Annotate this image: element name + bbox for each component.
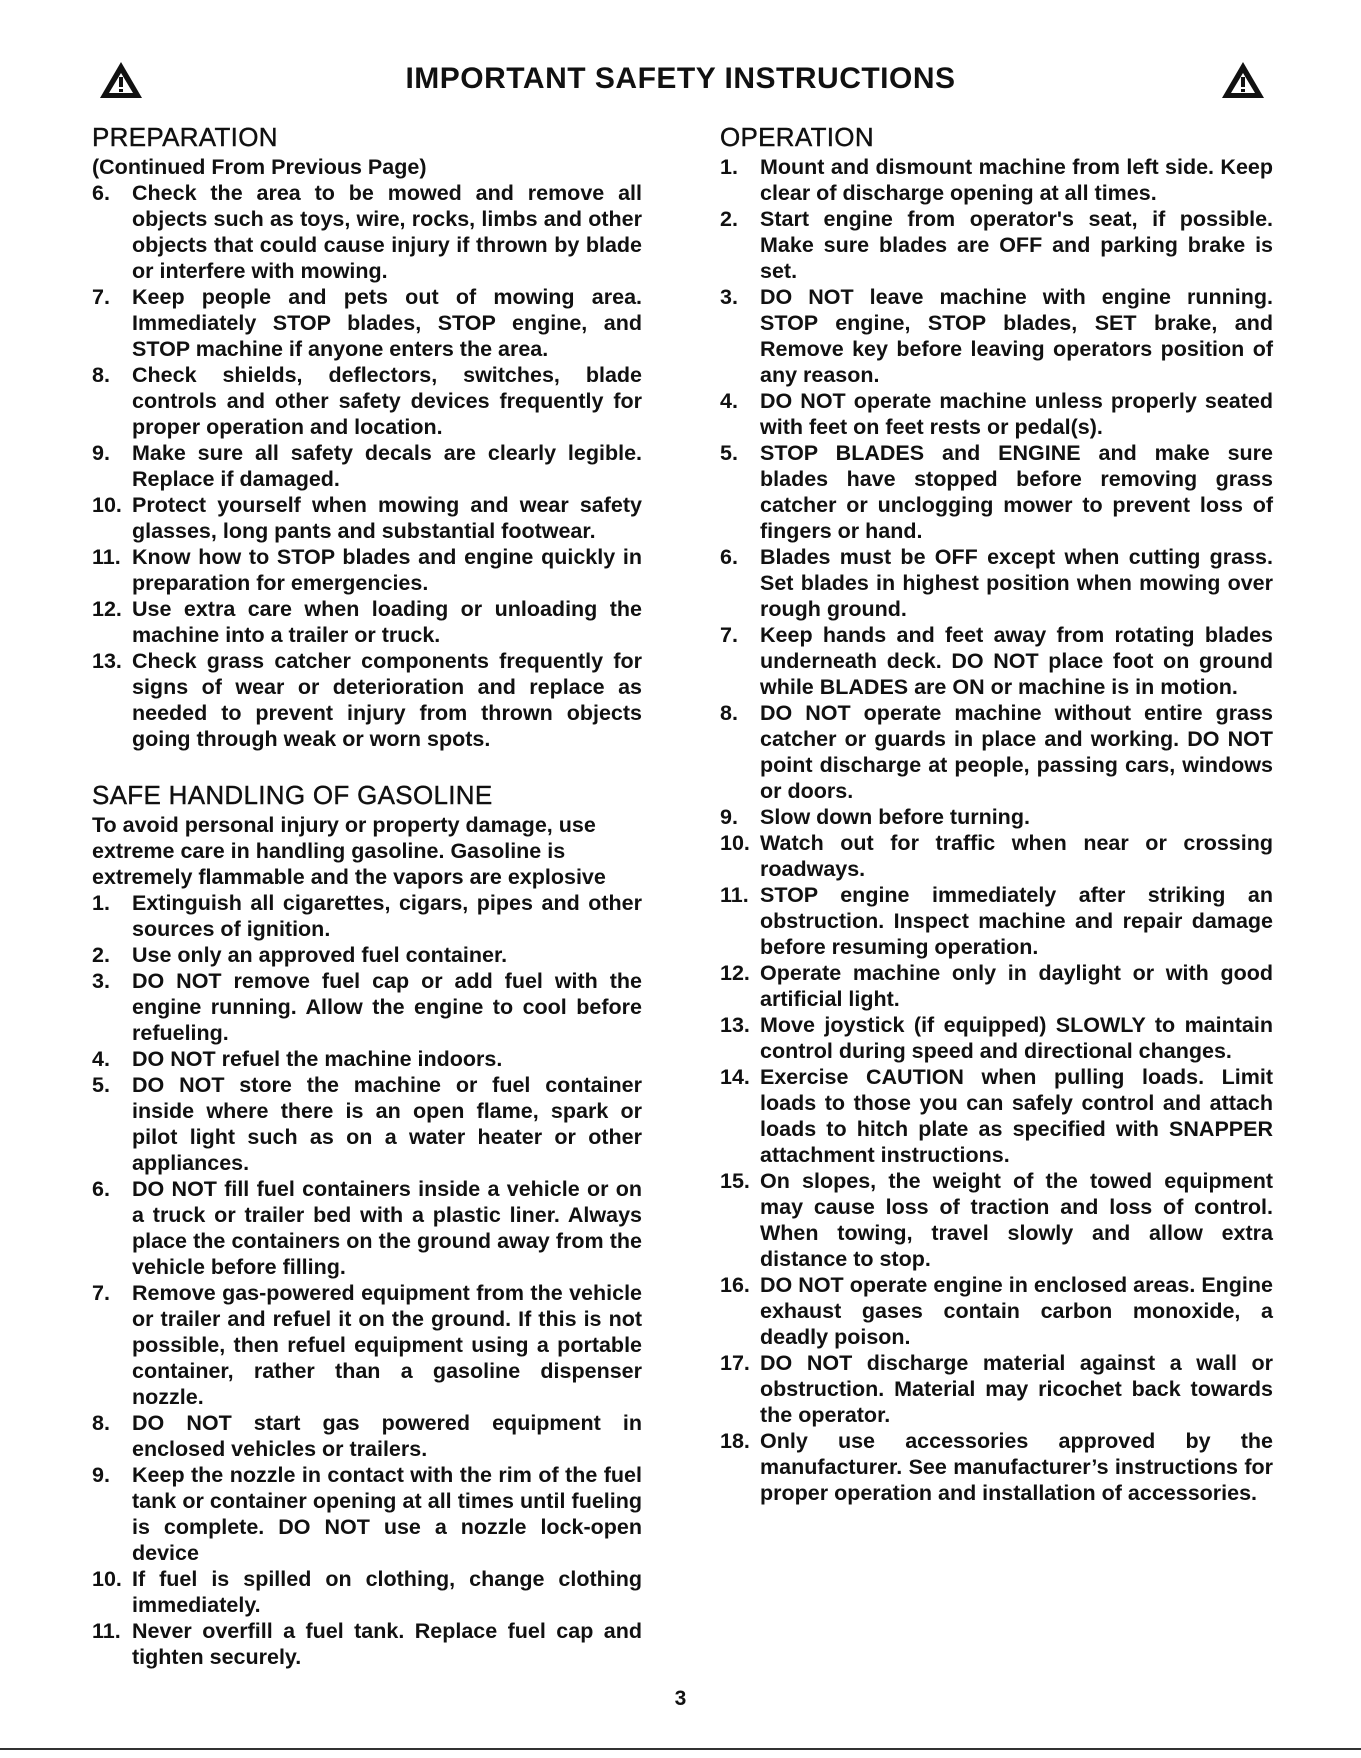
item-number: 16.	[720, 1273, 750, 1297]
item-text: DO NOT refuel the machine indoors.	[132, 1047, 503, 1071]
list-item	[92, 1410, 642, 1462]
item-number: 7.	[92, 285, 110, 309]
item-number: 13.	[92, 649, 122, 673]
preparation-list	[92, 180, 642, 752]
item-number: 6.	[92, 181, 110, 205]
item-number: 5.	[720, 441, 738, 465]
item-text: DO NOT leave machine with engine running. STOP engine, STOP blades, SET brake, and Remove key before leaving operators position of any reason.	[760, 285, 1273, 387]
list-item	[720, 700, 1273, 804]
item-number: 9.	[92, 1463, 110, 1487]
item-number: 8.	[92, 363, 110, 387]
list-item	[720, 804, 1273, 830]
list-item	[720, 622, 1273, 700]
item-text: DO NOT operate machine without entire grass catcher or guards in place and working. DO NOT point discharge at people, passing cars, windows or doors.	[760, 701, 1273, 803]
item-text: DO NOT remove fuel cap or add fuel with the engine running. Allow the engine to cool before refueling.	[132, 969, 642, 1045]
list-item	[720, 1428, 1273, 1506]
item-text: Extinguish all cigarettes, cigars, pipes and other sources of ignition.	[132, 891, 642, 941]
operation-list	[720, 154, 1273, 1506]
page-header	[0, 56, 1361, 104]
section-title-preparation: PREPARATION	[92, 122, 278, 152]
item-number: 9.	[720, 805, 738, 829]
list-item	[92, 1566, 642, 1618]
item-text: Check the area to be mowed and remove all objects such as toys, wire, rocks, limbs and other objects that could cause injury if thrown by blade or interfere with mowing.	[132, 181, 642, 283]
item-text: Keep the nozzle in contact with the rim of the fuel tank or container opening at all times until fueling is complete. DO NOT use a nozzle lock-open device	[132, 1463, 642, 1565]
item-text: Check grass catcher components frequently for signs of wear or deterioration and replace as needed to prevent injury from thrown objects going through weak or worn spots.	[132, 649, 642, 751]
item-number: 10.	[720, 831, 750, 855]
item-text: Use extra care when loading or unloading the machine into a trailer or truck.	[132, 597, 642, 647]
list-item	[92, 596, 642, 648]
item-number: 2.	[92, 943, 110, 967]
item-text: Only use accessories approved by the manufacturer. See manufacturer’s instructions for proper operation and installation of accessories.	[760, 1429, 1273, 1505]
list-item	[92, 1618, 642, 1670]
item-text: Protect yourself when mowing and wear safety glasses, long pants and substantial footwear.	[132, 493, 642, 543]
item-number: 4.	[92, 1047, 110, 1071]
item-text: Operate machine only in daylight or with good artificial light.	[760, 961, 1273, 1011]
page-number: 3	[674, 1687, 687, 1710]
item-number: 12.	[92, 597, 122, 621]
list-item	[720, 206, 1273, 284]
item-number: 6.	[92, 1177, 110, 1201]
item-text: Keep hands and feet away from rotating blades underneath deck. DO NOT place foot on ground while BLADES are ON or machine is in motion.	[760, 623, 1273, 699]
item-text: Slow down before turning.	[760, 805, 1030, 829]
list-item	[720, 1272, 1273, 1350]
item-text: Watch out for traffic when near or crossing roadways.	[760, 831, 1273, 881]
list-item	[92, 544, 642, 596]
item-text: DO NOT operate machine unless properly seated with feet on feet rests or pedal(s).	[760, 389, 1273, 439]
item-number: 5.	[92, 1073, 110, 1097]
item-text: Move joystick (if equipped) SLOWLY to maintain control during speed and directional changes.	[760, 1013, 1273, 1063]
item-text: Remove gas-powered equipment from the vehicle or trailer and refuel it on the ground. If this is not possible, then refuel equipment using a portable container, rather than a gasoline dispenser nozzle.	[132, 1281, 642, 1409]
item-number: 11.	[92, 545, 121, 569]
item-number: 12.	[720, 961, 750, 985]
item-number: 4.	[720, 389, 738, 413]
item-text: STOP BLADES and ENGINE and make sure blades have stopped before removing grass catcher or unclogging mower to prevent loss of fingers or hand.	[760, 441, 1273, 543]
item-text: DO NOT discharge material against a wall or obstruction. Material may ricochet back towards the operator.	[760, 1351, 1273, 1427]
right-column	[720, 122, 1273, 1506]
item-text: Make sure all safety decals are clearly legible. Replace if damaged.	[132, 441, 642, 491]
item-text: Know how to STOP blades and engine quickly in preparation for emergencies.	[132, 545, 642, 595]
item-number: 11.	[92, 1619, 121, 1643]
item-text: Never overfill a fuel tank. Replace fuel cap and tighten securely.	[132, 1619, 642, 1669]
gasoline-intro: To avoid personal injury or property damage, use extreme care in handling gasoline. Gasoline is extremely flammable and the vapors are explosive	[92, 813, 606, 889]
list-item	[720, 960, 1273, 1012]
item-text: STOP engine immediately after striking an obstruction. Inspect machine and repair damage before resuming operation.	[760, 883, 1273, 959]
list-item	[92, 942, 642, 968]
list-item	[720, 1064, 1273, 1168]
list-item	[92, 284, 642, 362]
item-text: Keep people and pets out of mowing area. Immediately STOP blades, STOP engine, and STOP machine if anyone enters the area.	[132, 285, 642, 361]
list-item	[92, 1462, 642, 1566]
list-item	[92, 362, 642, 440]
item-number: 17.	[720, 1351, 750, 1375]
item-number: 13.	[720, 1013, 750, 1037]
warning-triangle-icon	[1220, 60, 1266, 100]
item-number: 10.	[92, 493, 122, 517]
item-text: DO NOT start gas powered equipment in enclosed vehicles or trailers.	[132, 1411, 642, 1461]
list-item	[92, 1046, 642, 1072]
item-number: 7.	[92, 1281, 110, 1305]
list-item	[720, 830, 1273, 882]
list-item	[92, 648, 642, 752]
page-title: IMPORTANT SAFETY INSTRUCTIONS	[405, 62, 956, 95]
list-item	[720, 544, 1273, 622]
list-item	[92, 1280, 642, 1410]
continued-note: (Continued From Previous Page)	[92, 155, 427, 179]
item-number: 1.	[92, 891, 110, 915]
item-number: 6.	[720, 545, 738, 569]
section-title-operation: OPERATION	[720, 122, 874, 152]
bottom-divider	[0, 1748, 1361, 1750]
item-number: 18.	[720, 1429, 750, 1453]
list-item	[720, 154, 1273, 206]
item-text: DO NOT store the machine or fuel container inside where there is an open flame, spark or pilot light such as on a water heater or other appliances.	[132, 1073, 642, 1175]
list-item	[92, 180, 642, 284]
item-number: 11.	[720, 883, 749, 907]
item-text: Mount and dismount machine from left side. Keep clear of discharge opening at all times.	[760, 155, 1273, 205]
item-text: Blades must be OFF except when cutting grass. Set blades in highest position when mowing over rough ground.	[760, 545, 1273, 621]
list-item	[92, 492, 642, 544]
item-number: 8.	[92, 1411, 110, 1435]
list-item	[720, 388, 1273, 440]
item-text: Use only an approved fuel container.	[132, 943, 508, 967]
list-item	[92, 890, 642, 942]
item-number: 14.	[720, 1065, 750, 1089]
list-item	[92, 968, 642, 1046]
item-number: 9.	[92, 441, 110, 465]
item-text: Check shields, deflectors, switches, blade controls and other safety devices frequently for proper operation and location.	[132, 363, 642, 439]
item-number: 3.	[92, 969, 110, 993]
item-number: 15.	[720, 1169, 750, 1193]
item-number: 8.	[720, 701, 738, 725]
list-item	[720, 440, 1273, 544]
item-text: DO NOT operate engine in enclosed areas. Engine exhaust gases contain carbon monoxide, a deadly poison.	[760, 1273, 1273, 1349]
list-item	[720, 1012, 1273, 1064]
item-text: Start engine from operator's seat, if possible. Make sure blades are OFF and parking brake is set.	[760, 207, 1273, 283]
item-number: 1.	[720, 155, 738, 179]
item-number: 2.	[720, 207, 738, 231]
left-column	[92, 122, 642, 1670]
gasoline-list	[92, 890, 642, 1670]
item-number: 7.	[720, 623, 738, 647]
list-item	[720, 882, 1273, 960]
list-item	[720, 1350, 1273, 1428]
item-number: 10.	[92, 1567, 122, 1591]
item-text: On slopes, the weight of the towed equipment may cause loss of traction and loss of control. When towing, travel slowly and allow extra distance to stop.	[760, 1169, 1273, 1271]
list-item	[720, 284, 1273, 388]
item-text: DO NOT fill fuel containers inside a vehicle or on a truck or trailer bed with a plastic liner. Always place the containers on the ground away from the vehicle before filling.	[132, 1177, 642, 1279]
item-text: If fuel is spilled on clothing, change clothing immediately.	[132, 1567, 642, 1617]
list-item	[92, 1072, 642, 1176]
item-text: Exercise CAUTION when pulling loads. Limit loads to those you can safely control and attach loads to hitch plate as specified with SNAPPER attachment instructions.	[760, 1065, 1273, 1167]
item-number: 3.	[720, 285, 738, 309]
list-item	[92, 440, 642, 492]
list-item	[720, 1168, 1273, 1272]
section-title-gasoline: SAFE HANDLING OF GASOLINE	[92, 780, 493, 810]
list-item	[92, 1176, 642, 1280]
